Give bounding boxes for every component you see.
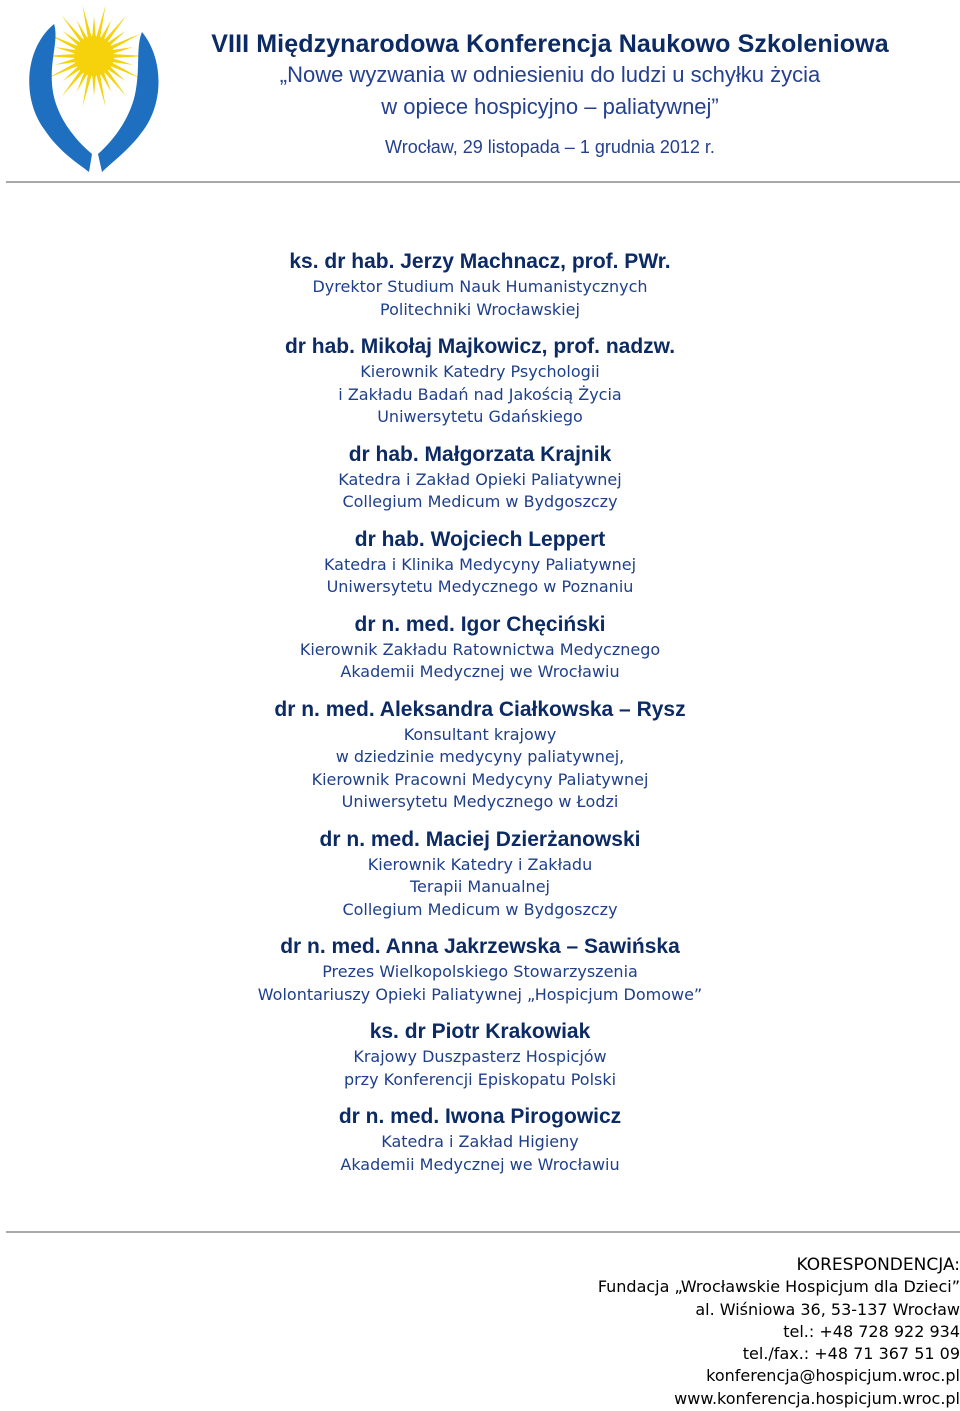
speaker-affiliation: i Zakładu Badań nad Jakością Życia <box>338 384 622 404</box>
website-link[interactable]: www.konferencja.hospicjum.wroc.pl <box>674 1388 960 1408</box>
email-link[interactable]: konferencja@hospicjum.wroc.pl <box>706 1366 960 1386</box>
speaker-affiliation: przy Konferencji Episkopatu Polski <box>343 1069 617 1089</box>
speaker-entry <box>0 526 960 599</box>
header-divider <box>6 181 960 183</box>
speaker-name: dr hab. Mikołaj Majkowicz, prof. nadzw. <box>284 335 676 358</box>
conference-logo <box>14 4 164 174</box>
speaker-name: ks. dr Piotr Krakowiak <box>369 1020 591 1043</box>
speaker-affiliation: Kierownik Katedry Psychologii <box>360 362 600 381</box>
speaker-name: dr n. med. Anna Jakrzewska – Sawińska <box>280 935 680 958</box>
sun-hands-logo-icon <box>14 4 164 174</box>
speaker-entry <box>0 1103 960 1176</box>
correspondence-heading: KORESPONDENCJA: <box>796 1255 960 1275</box>
speaker-entry <box>0 826 960 922</box>
speakers-list <box>0 248 960 1188</box>
conference-subtitle-line2: w opiece hospicyjno – paliatywnej” <box>381 94 719 119</box>
speaker-name: ks. dr hab. Jerzy Machnacz, prof. PWr. <box>289 250 671 273</box>
speaker-entry <box>0 611 960 684</box>
speaker-name: dr n. med. Igor Chęciński <box>354 612 606 636</box>
correspondence-block <box>598 1254 960 1410</box>
speaker-affiliation: Uniwersytetu Medycznego w Poznaniu <box>326 577 634 596</box>
speaker-affiliation: Katedra i Zakład Higieny <box>381 1132 579 1151</box>
speaker-affiliation: Kierownik Katedry i Zakładu <box>367 854 593 874</box>
speaker-entry <box>0 441 960 514</box>
speaker-affiliation: Politechniki Wrocławskiej <box>380 299 580 319</box>
speaker-affiliation: Dyrektor Studium Nauk Humanistycznych <box>312 277 648 296</box>
speaker-affiliation: Prezes Wielkopolskiego Stowarzyszenia <box>322 962 638 981</box>
speaker-entry <box>0 933 960 1006</box>
speaker-name: dr n. med. Maciej Dzierżanowski <box>319 827 641 851</box>
speaker-affiliation: Kierownik Pracowni Medycyny Paliatywnej <box>311 769 649 789</box>
speaker-affiliation: Konsultant krajowy <box>403 724 557 744</box>
fax-number: tel./fax.: +48 71 367 51 09 <box>742 1344 960 1364</box>
speaker-affiliation: Krajowy Duszpasterz Hospicjów <box>353 1047 607 1066</box>
sun-core <box>74 36 114 76</box>
speaker-affiliation: Akademii Medycznej we Wrocławiu <box>340 1154 620 1174</box>
footer-divider <box>6 1231 960 1233</box>
speaker-entry <box>0 1018 960 1091</box>
speaker-name: dr hab. Wojciech Leppert <box>354 527 606 551</box>
speaker-affiliation: Collegium Medicum w Bydgoszczy <box>342 492 618 511</box>
conference-date-place: Wrocław, 29 listopada – 1 grudnia 2012 r. <box>385 137 715 157</box>
conference-subtitle-line1: „Nowe wyzwania w odniesieniu do ludzi u schyłku życia <box>279 62 821 87</box>
postal-address: al. Wiśniowa 36, 53-137 Wrocław <box>695 1299 960 1319</box>
speaker-affiliation: Uniwersytetu Gdańskiego <box>377 407 583 426</box>
speaker-affiliation: Uniwersytetu Medycznego w Łodzi <box>341 792 619 811</box>
phone-number: tel.: +48 728 922 934 <box>783 1321 960 1341</box>
foundation-name: Fundacja „Wrocławskie Hospicjum dla Dzieci” <box>597 1277 960 1297</box>
speaker-entry <box>0 248 960 321</box>
speaker-name: dr n. med. Iwona Pirogowicz <box>338 1105 622 1128</box>
speaker-affiliation: Akademii Medycznej we Wrocławiu <box>340 662 620 681</box>
sun-ray <box>92 74 96 96</box>
speaker-affiliation: Katedra i Klinika Medycyny Paliatywnej <box>323 554 637 574</box>
sun-ray <box>92 16 96 38</box>
speaker-affiliation: Katedra i Zakład Opieki Paliatywnej <box>338 469 622 489</box>
speaker-affiliation: w dziedzinie medycyny paliatywnej, <box>335 747 625 766</box>
speaker-affiliation: Kierownik Zakładu Ratownictwa Medycznego <box>299 639 661 659</box>
speaker-affiliation: Collegium Medicum w Bydgoszczy <box>342 899 618 919</box>
speaker-name: dr n. med. Aleksandra Ciałkowska – Rysz <box>274 697 686 721</box>
speaker-affiliation: Wolontariuszy Opieki Paliatywnej „Hospicjum Domowe” <box>257 984 703 1004</box>
speaker-name: dr hab. Małgorzata Krajnik <box>348 442 612 466</box>
speaker-entry <box>0 696 960 814</box>
speaker-entry <box>0 333 960 429</box>
speaker-affiliation: Terapii Manualnej <box>410 877 550 896</box>
conference-header <box>150 30 950 158</box>
conference-title: VIII Międzynarodowa Konferencja Naukowo Szkoleniowa <box>211 30 889 58</box>
